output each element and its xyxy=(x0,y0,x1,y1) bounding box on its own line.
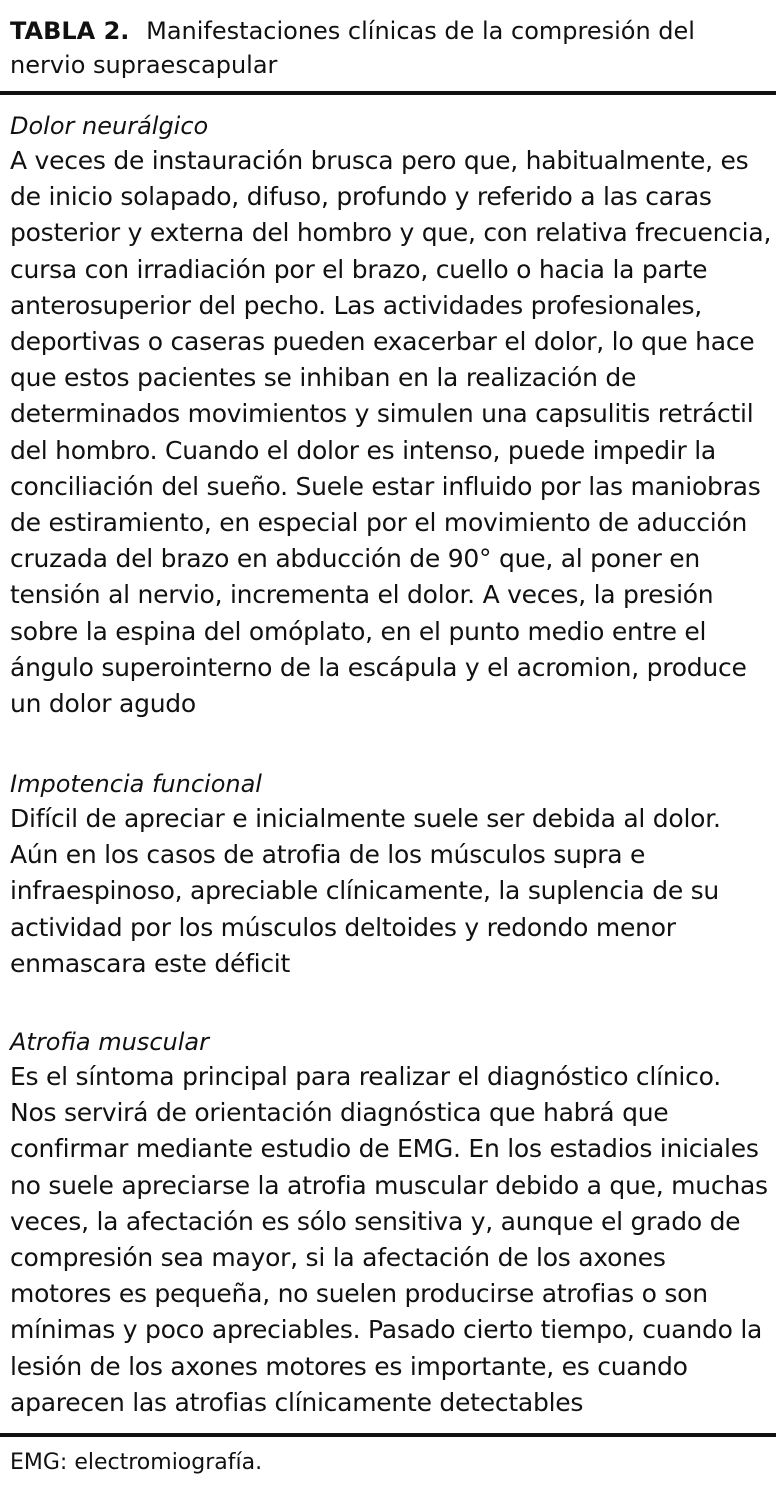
table-title xyxy=(10,14,710,82)
section-body: A veces de instauración brusca pero que, habitualmente, es de inicio solapado, difuso, profundo y referido a las caras posterior y externa del hombro y que, con relativa frecuencia, cursa con irradiación por el brazo, cuello o hacia la parte anterosuperior del pecho. Las actividades profesionales, deportivas o caseras pueden exacerbar el dolor, lo que hace que estos pacientes se inhiban en la realización de determinados movimientos y simulen una capsulitis retráctil del hombro. Cuando el dolor es intenso, puede impedir la conciliación del sueño. Suele estar influido por las maniobras de estiramiento, en especial por el movimiento de aducción cruzada del brazo en abducción de 90° que, al poner en tensión al nervio, incrementa el dolor. A veces, la presión sobre la espina del omóplato, en el punto medio entre el ángulo superointerno de la escápula y el acromion, produce un dolor agudo xyxy=(10,146,772,719)
table-footnote: EMG: electromiografía. xyxy=(10,1450,263,1475)
section-atrofia-muscular xyxy=(10,1025,774,1421)
top-rule xyxy=(0,91,776,95)
section-body: Difícil de apreciar e inicialmente suele ser debida al dolor. Aún en los casos de atrofia de los músculos supra e infraespinoso, apreciable clínicamente, la suplencia de su actividad por los músculos deltoides y redondo menor enmascara este déficit xyxy=(10,804,721,978)
section-body: Es el síntoma principal para realizar el diagnóstico clínico. Nos servirá de orientación diagnóstica que habrá que confirmar mediante estudio de EMG. En los estadios iniciales no suele apreciarse la atrofia muscular debido a que, muchas veces, la afectación es sólo sensitiva y, aunque el grado de compresión sea mayor, si la afectación de los axones motores es pequeña, no suelen producirse atrofias o son mínimas y poco apreciables. Pasado cierto tiempo, cuando la lesión de los axones motores es importante, es cuando aparecen las atrofias clínicamente detectables xyxy=(10,1062,768,1417)
section-heading: Atrofia muscular xyxy=(10,1028,209,1056)
section-heading: Impotencia funcional xyxy=(10,770,262,798)
section-heading: Dolor neurálgico xyxy=(10,112,209,140)
section-dolor-neuralgico xyxy=(10,109,774,722)
table-caption: Manifestaciones clínicas de la compresión del nervio supraescapular xyxy=(10,17,695,79)
bottom-rule xyxy=(0,1433,776,1437)
table-label: TABLA 2. xyxy=(10,17,130,45)
section-impotencia-funcional xyxy=(10,767,774,982)
